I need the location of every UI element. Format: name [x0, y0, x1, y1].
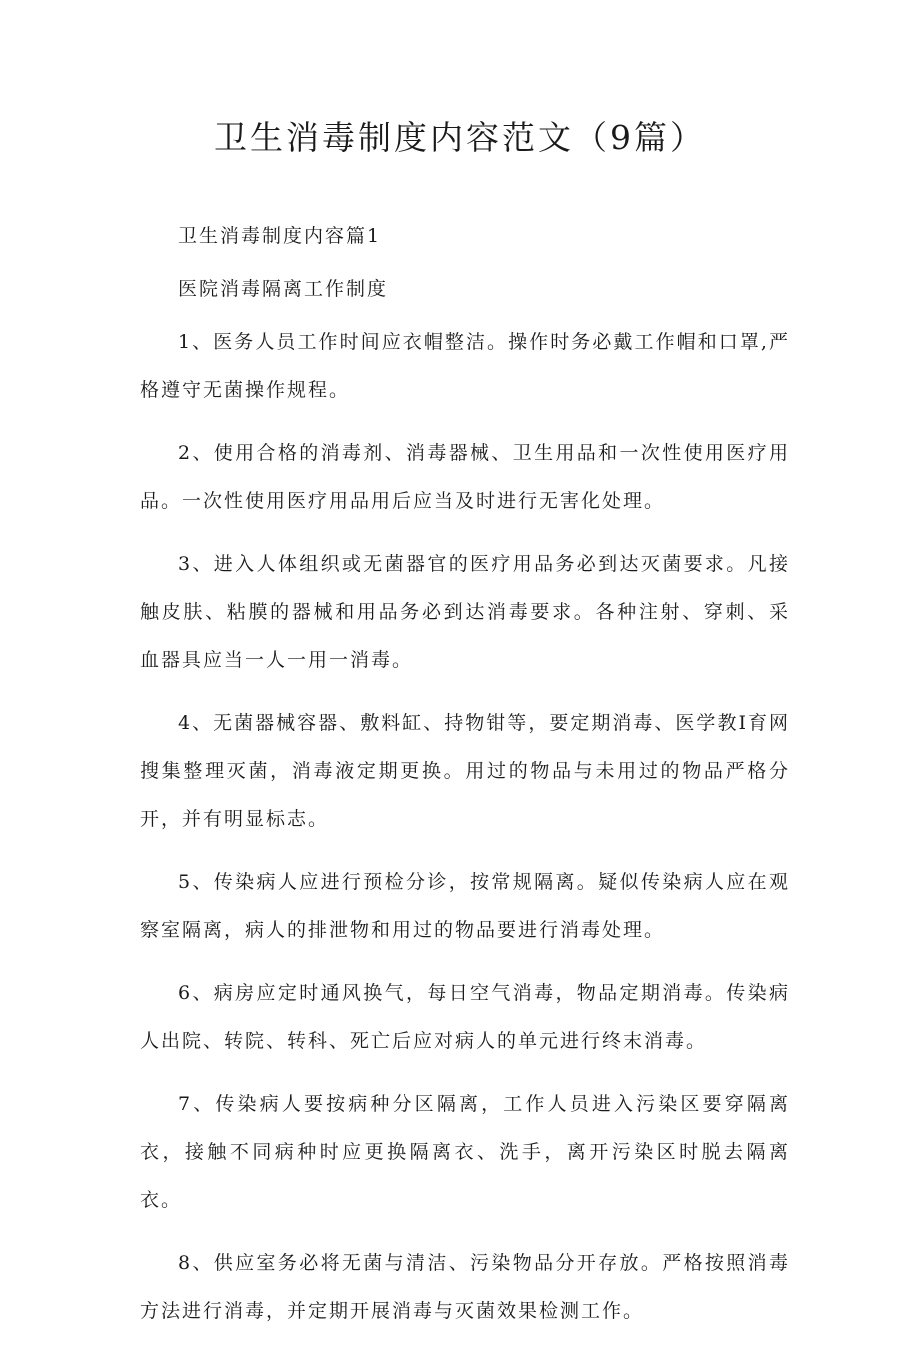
section-heading: 卫生消毒制度内容篇1: [178, 225, 382, 247]
paragraph-6: 6、病房应定时通风换气，每日空气消毒，物品定期消毒。传染病人出院、转院、转科、死亡后应对病人的单元进行终末消毒。: [140, 982, 790, 1052]
document-body: [140, 212, 790, 1350]
paragraph-4: 4、无菌器械容器、敷料缸、持物钳等，要定期消毒、医学教I育网搜集整理灭菌，消毒液定期更换。用过的物品与未用过的物品严格分开，并有明显标志。: [140, 712, 790, 830]
paragraph-8: 8、供应室务必将无菌与清洁、污染物品分开存放。严格按照消毒方法进行消毒，并定期开展消毒与灭菌效果检测工作。: [140, 1252, 790, 1322]
paragraph-1: 1、医务人员工作时间应衣帽整洁。操作时务必戴工作帽和口罩,严格遵守无菌操作规程。: [140, 331, 790, 401]
paragraph-7: 7、传染病人要按病种分区隔离，工作人员进入污染区要穿隔离衣，接触不同病种时应更换隔离衣、洗手，离开污染区时脱去隔离衣。: [140, 1093, 790, 1211]
subheading: 医院消毒隔离工作制度: [178, 278, 389, 300]
paragraph-2: 2、使用合格的消毒剂、消毒器械、卫生用品和一次性使用医疗用品。一次性使用医疗用品用后应当及时进行无害化处理。: [140, 442, 790, 512]
page-title: 卫生消毒制度内容范文（9篇）: [214, 118, 706, 157]
paragraph-5: 5、传染病人应进行预检分诊，按常规隔离。疑似传染病人应在观察室隔离，病人的排泄物和用过的物品要进行消毒处理。: [140, 871, 790, 941]
paragraph-3: 3、进入人体组织或无菌器官的医疗用品务必到达灭菌要求。凡接触皮肤、粘膜的器械和用品务必到达消毒要求。各种注射、穿刺、采血器具应当一人一用一消毒。: [140, 553, 790, 671]
